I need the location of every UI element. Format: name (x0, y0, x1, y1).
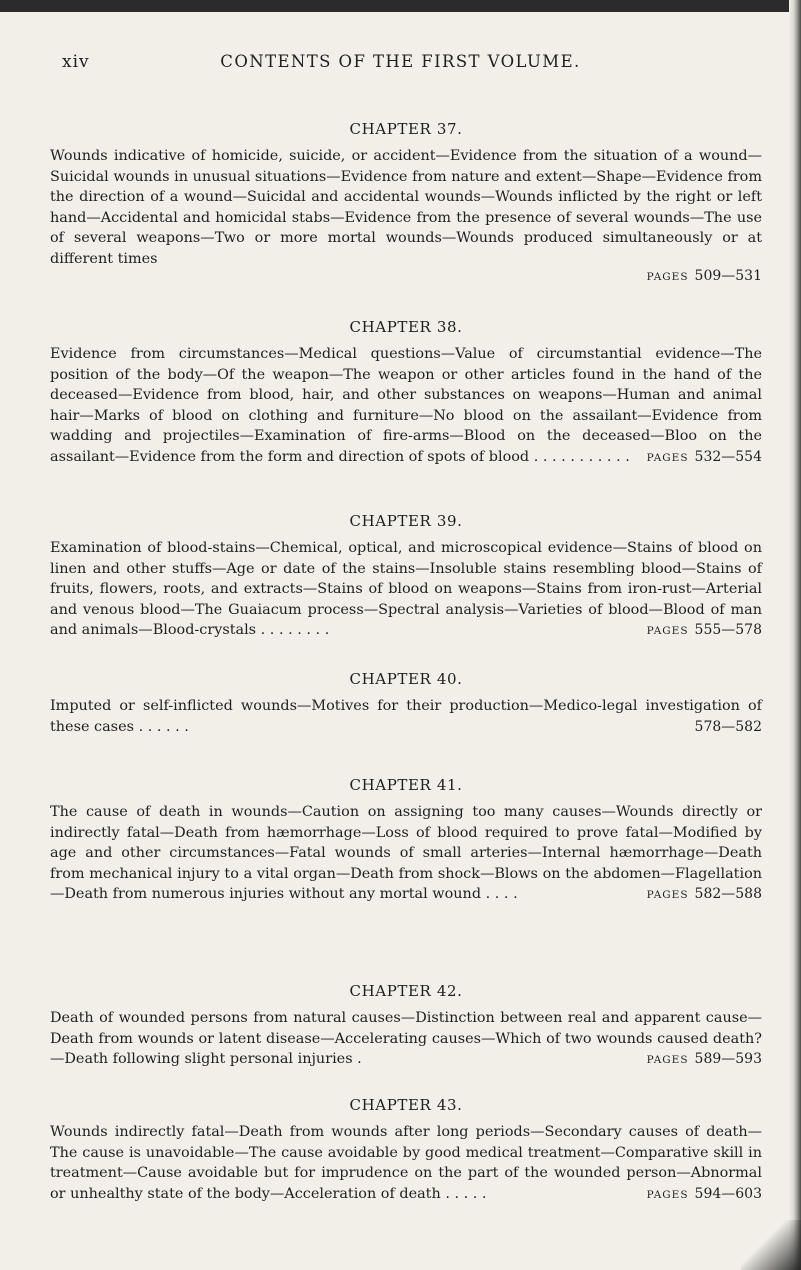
pages-label: PAGES (646, 889, 689, 901)
pages-label: PAGES (646, 1054, 689, 1066)
pages-value: 594—603 (694, 1185, 762, 1202)
scan-page-edge (789, 0, 801, 1270)
chapter-summary (50, 146, 762, 269)
chapter-43 (50, 1096, 762, 1205)
chapter-summary (50, 1008, 762, 1070)
chapter-37 (50, 120, 762, 284)
pages-value: 582—588 (694, 886, 762, 902)
chapter-text: Death of wounded persons from natural causes—Distinction between real and apparent cause—Death from wounds or latent disease—Accelerating causes—Which of two wounds caused death?—Death following slight personal injuries . (50, 1010, 762, 1067)
chapter-42 (50, 982, 762, 1071)
scan-corner-shadow (741, 1220, 801, 1270)
chapter-summary (50, 538, 762, 641)
chapter-39 (50, 512, 762, 642)
chapter-heading: CHAPTER 38. (349, 318, 463, 336)
chapter-heading: CHAPTER 39. (349, 512, 463, 530)
chapter-summary (50, 344, 762, 467)
page-range (647, 884, 762, 906)
chapter-text: Examination of blood-stains—Chemical, optical, and microscopical evidence—Stains of blood on linen and other stuffs—Age or date of the stains—Insoluble stains resembling blood—Stains of fruits, flowers, roots, and extracts—Stains of blood on weapons—Stains from iron-rust—Arterial and venous blood—The Guaiacum process—Spectral analysis—Varieties of blood—Blood of man and animals—Blood-crystals (50, 540, 762, 638)
chapter-heading: CHAPTER 42. (349, 982, 463, 1000)
dot-leader: . . . . . . (138, 718, 189, 735)
page-range (689, 717, 762, 739)
chapter-heading: CHAPTER 40. (349, 670, 463, 688)
chapter-heading: CHAPTER 41. (349, 776, 463, 794)
chapter-text: Wounds indirectly fatal—Death from wounds after long periods—Secondary causes of death—The cause is unavoidable—The cause avoidable by good medical treatment—Comparative skill in treatment—Cause avoidable but for imprudence on the part of the wounded person—Abnormal or unhealthy state of the body—Acceleration of death (50, 1124, 762, 1202)
chapter-40 (50, 670, 762, 738)
page-range (647, 620, 762, 642)
chapter-heading: CHAPTER 43. (349, 1096, 463, 1114)
dot-leader: . . . . . (445, 1185, 487, 1202)
pages-value: 532—554 (694, 448, 762, 465)
page-range (647, 1184, 762, 1206)
pages-label: PAGES (646, 625, 689, 637)
chapter-text: The cause of death in wounds—Caution on assigning too many causes—Wounds directly or indirectly fatal—Death from hæmorrhage—Loss of blood required to prove fatal—Modified by age and other circumstances—Fatal wounds of small arteries—Internal hæmorrhage—Death from mechanical injury to a vital organ—Death from shock—Blows on the abdomen—Flagellation—Death from numerous injuries without any mortal wound (50, 804, 762, 902)
chapter-38 (50, 318, 762, 468)
dot-leader: . . . . . . . . . . . (533, 448, 630, 465)
page-number: xiv (62, 52, 90, 72)
dot-leader: . . . . . . . . (260, 622, 330, 638)
scan-top-edge (0, 0, 801, 12)
chapter-text: Imputed or self-inflicted wounds—Motives for their production—Medico-legal investigation of these cases (50, 698, 762, 735)
chapter-summary (50, 696, 762, 737)
page-range (647, 447, 762, 469)
pages-label: PAGES (646, 271, 689, 283)
dot-leader: . . . . (485, 886, 518, 902)
page-header (0, 52, 801, 82)
pages-value: 589—593 (694, 1051, 762, 1067)
chapter-text: Evidence from circumstances—Medical questions—Value of circumstantial evidence—The position of the body—Of the weapon—The weapon or other articles found in the hand of the deceased—Evidence from blood, hair, and other substances on weapons—Human and animal hair—Marks of blood on clothing and furniture—No blood on the assailant—Evidence from wadding and projectiles—Examination of fire-arms—Blood on the deceased—Bloo on the assailant—Evidence from the form and direction of spots of blood (50, 346, 762, 465)
pages-label: PAGES (646, 1188, 689, 1201)
pages-value: 555—578 (694, 622, 762, 638)
chapter-summary (50, 1122, 762, 1204)
pages-label: PAGES (646, 451, 689, 464)
page-range (50, 268, 762, 284)
running-title: CONTENTS OF THE FIRST VOLUME. (220, 52, 581, 71)
pages-value: 578—582 (694, 718, 762, 735)
chapter-41 (50, 776, 762, 906)
chapter-heading: CHAPTER 37. (349, 120, 463, 138)
pages-value: 509—531 (694, 268, 762, 284)
page-range (647, 1049, 762, 1071)
chapter-summary (50, 802, 762, 905)
chapter-text: Wounds indicative of homicide, suicide, or accident—Evidence from the situation of a wound—Suicidal wounds in unusual situations—Evidence from nature and extent—Shape—Evidence from the direction of a wound—Suicidal and accidental wounds—Wounds inflicted by the right or left hand—Accidental and homicidal stabs—Evidence from the presence of several wounds—The use of several weapons—Two or more mortal wounds—Wounds produced simultaneously or at different times (50, 148, 762, 267)
